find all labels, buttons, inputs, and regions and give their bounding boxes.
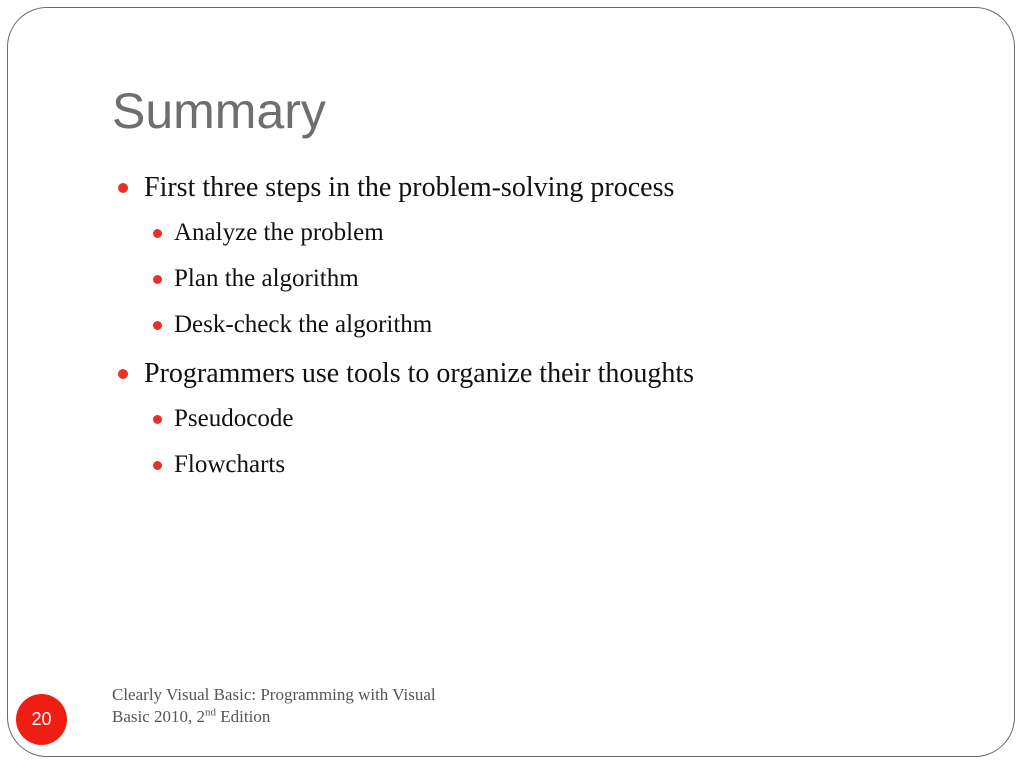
sub-bullet-item xyxy=(112,256,992,302)
sub-bullet-text: Pseudocode xyxy=(174,405,294,432)
bullet-dot-icon xyxy=(118,369,128,379)
bullet-dot-icon xyxy=(118,183,128,193)
page-number-badge xyxy=(16,694,67,745)
page-number: 20 xyxy=(31,709,52,729)
bullet-text: Programmers use tools to organize their thoughts xyxy=(144,358,695,389)
bullet-dot-icon xyxy=(153,415,162,424)
sub-bullet-text: Analyze the problem xyxy=(174,219,384,246)
bullet-dot-icon xyxy=(153,229,162,238)
bullet-dot-icon xyxy=(153,321,162,330)
sub-bullet-text: Plan the algorithm xyxy=(174,265,359,292)
bullet-dot-icon xyxy=(153,275,162,284)
slide-title: Summary xyxy=(112,83,326,139)
footer-line-2-suffix: Edition xyxy=(216,707,271,726)
bullet-text: First three steps in the problem-solving process xyxy=(144,172,675,203)
sub-bullet-item xyxy=(112,442,992,488)
slide-content xyxy=(112,168,992,488)
sub-bullet-text: Flowcharts xyxy=(174,451,286,478)
sub-bullet-item xyxy=(112,302,992,348)
sub-bullet-item xyxy=(112,210,992,256)
footer-citation xyxy=(112,684,436,728)
footer-line-2 xyxy=(112,706,436,728)
bullet-dot-icon xyxy=(153,461,162,470)
bullet-item xyxy=(112,354,992,394)
bullet-item xyxy=(112,168,992,208)
footer-line-1: Clearly Visual Basic: Programming with Visual xyxy=(112,685,436,704)
sub-bullet-text: Desk-check the algorithm xyxy=(174,311,433,338)
footer-superscript: nd xyxy=(205,706,217,719)
sub-bullet-item xyxy=(112,396,992,442)
footer-line-2-prefix: Basic 2010, 2 xyxy=(112,707,206,726)
